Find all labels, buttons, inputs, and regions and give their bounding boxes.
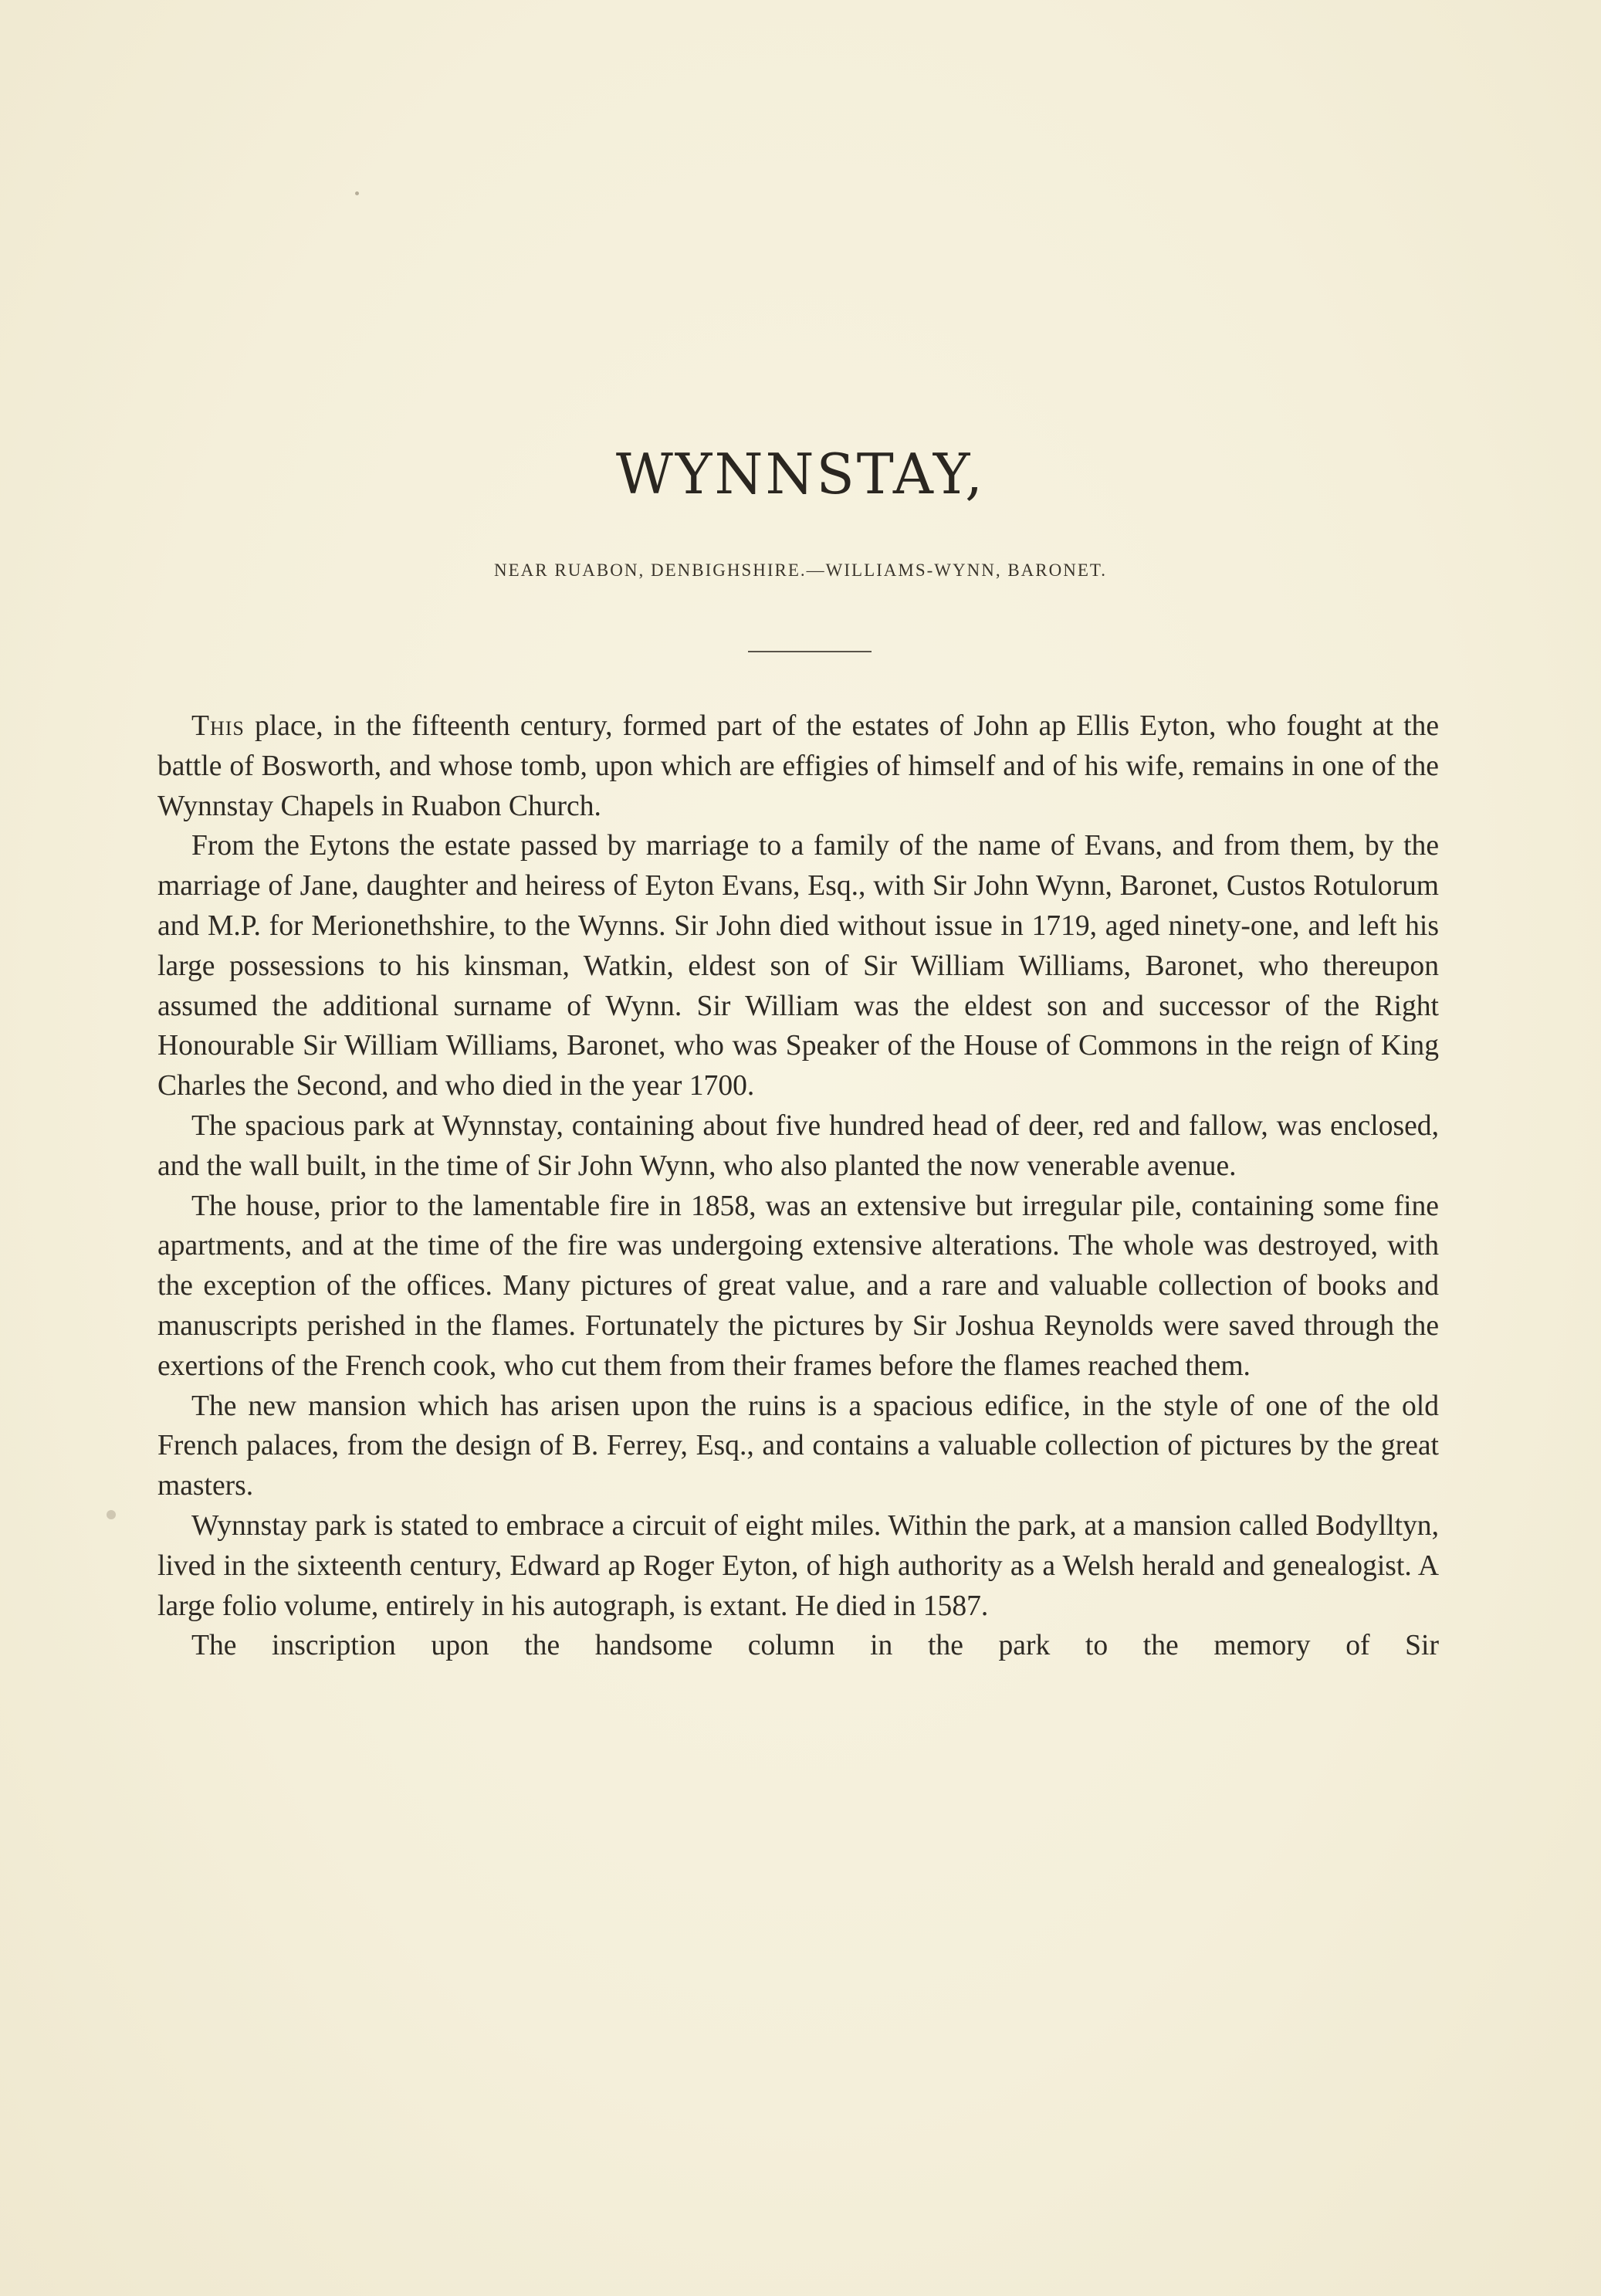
paragraph-2: From the Eytons the estate passed by marriage to a family of the name of Evans, and from them, by the marriage of Jane, daughter and heiress of Eyton Evans, Esq., with Sir John Wynn, Baronet, Custos Rotulorum and M.P. for Merionethshire, to the Wynns. Sir John died without issue in 1719, aged ninety-one, and left his large possessions to his kinsman, Watkin, eldest son of Sir William Williams, Baronet, who thereupon assumed the additional surname of Wynn. Sir William was the eldest son and successor of the Right Honourable Sir William Williams, Baronet, who was Speaker of the House of Commons in the reign of King Charles the Second, and who died in the year 1700. — [157, 830, 1439, 1102]
paragraph-1-text: place, in the fifteenth century, formed part of the estates of John ap Ellis Eyton, who fought at the battle of Bosworth, and whose tomb, upon which are effigies of himself and of his wife, remains in one of the Wynnstay Chapels in Ruabon Church. — [157, 710, 1439, 822]
paper-speck — [107, 1510, 116, 1519]
body-text — [157, 706, 1439, 1666]
page-subtitle: NEAR RUABON, DENBIGHSHIRE.—WILLIAMS-WYNN, BARONET. — [494, 560, 1107, 580]
paragraph-1 — [157, 706, 1439, 826]
paper-speck — [355, 191, 359, 195]
paragraph-1-lead: This — [191, 710, 245, 742]
paragraph-7: The inscription upon the handsome column in the park to the memory of Sir — [191, 1630, 1439, 1662]
paragraph-5: The new mansion which has arisen upon the ruins is a spacious edifice, in the style of one of the old French palaces, from the design of B. Ferrey, Esq., and contains a valuable collection of pictures by the great masters. — [157, 1390, 1439, 1502]
page-title: WYNNSTAY, — [615, 442, 986, 506]
divider-rule — [748, 651, 872, 652]
paragraph-3: The spacious park at Wynnstay, containing about five hundred head of deer, red and fallow, was enclosed, and the wall built, in the time of Sir John Wynn, who also planted the now venerable avenue. — [157, 1109, 1439, 1182]
paragraph-6: Wynnstay park is stated to embrace a circuit of eight miles. Within the park, at a mansion called Bodylltyn, lived in the sixteenth century, Edward ap Roger Eyton, of high authority as a Welsh herald and genealogist. A large folio volume, entirely in his autograph, is extant. He died in 1587. — [157, 1509, 1439, 1622]
paragraph-4: The house, prior to the lamentable fire in 1858, was an extensive but irregular pile, containing some fine apartments, and at the time of the fire was undergoing extensive alterations. The whole was destroyed, with the exception of the offices. Many pictures of great value, and a rare and valuable collection of books and manuscripts perished in the flames. Fortunately the pictures by Sir Joshua Reynolds were saved through the exertions of the French cook, who cut them from their frames before the flames reached them. — [157, 1190, 1439, 1382]
